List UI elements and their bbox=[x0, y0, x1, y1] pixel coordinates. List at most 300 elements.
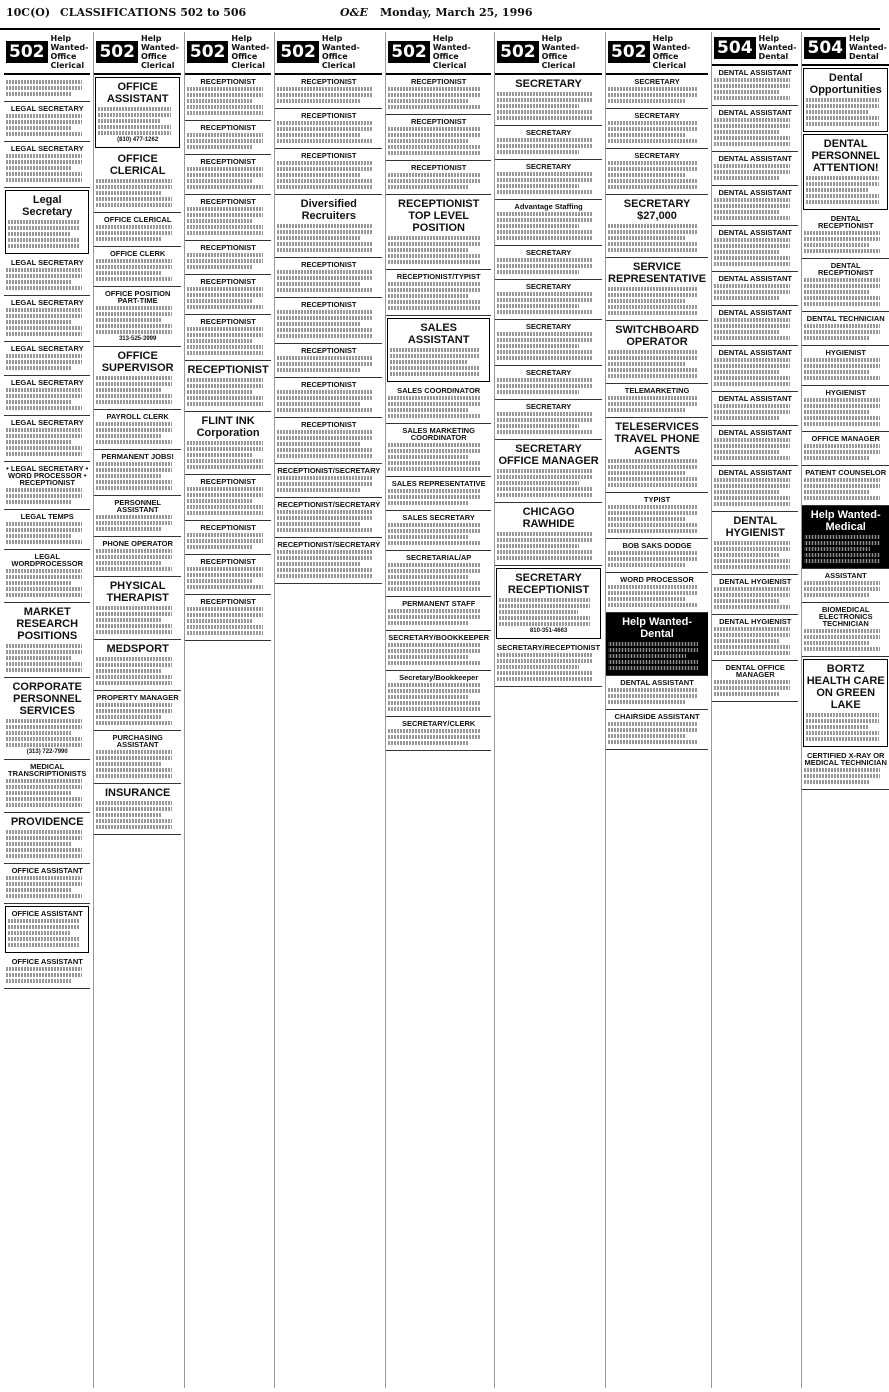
ad-title: PAYROLL CLERK bbox=[106, 412, 169, 421]
ad-body-text bbox=[497, 390, 579, 394]
classified-ad bbox=[802, 432, 888, 466]
ad-body-text bbox=[6, 132, 82, 136]
ad-body-text bbox=[187, 339, 253, 343]
ad-body-text bbox=[96, 259, 172, 263]
classified-ad bbox=[802, 749, 888, 790]
ad-body-text bbox=[497, 338, 592, 342]
classified-ad bbox=[495, 160, 602, 200]
ad-body-text bbox=[8, 232, 71, 236]
ad-body-text bbox=[96, 750, 172, 754]
ad-body-text bbox=[277, 390, 372, 394]
ad-phone: (810) 477-1262 bbox=[117, 137, 159, 143]
ad-body-text bbox=[714, 599, 780, 603]
ad-body-text bbox=[388, 455, 469, 459]
ad-body-text bbox=[608, 299, 686, 303]
ad-title: SECRETARY $27,000 bbox=[623, 198, 691, 222]
classified-ad bbox=[94, 577, 180, 640]
ad-body-text bbox=[497, 92, 592, 96]
ad-body-text bbox=[388, 581, 481, 585]
ad-title: RECEPTIONIST bbox=[200, 77, 256, 86]
ad-body-text bbox=[187, 441, 263, 445]
ad-body-text bbox=[608, 563, 686, 567]
ad-title: DENTAL TECHNICIAN bbox=[806, 314, 885, 323]
ad-body-text bbox=[714, 96, 790, 100]
ad-body-text bbox=[608, 396, 698, 400]
ad-title: TELEMARKETING bbox=[624, 386, 690, 395]
ad-body-text bbox=[6, 354, 82, 358]
classified-ad bbox=[802, 386, 888, 432]
ad-body-text bbox=[608, 374, 698, 378]
ad-title: DENTAL HYGIENIST bbox=[719, 617, 792, 626]
classified-ad bbox=[5, 906, 89, 953]
ad-body-text bbox=[96, 567, 172, 571]
classified-ad bbox=[386, 511, 491, 551]
ad-title: SWITCHBOARD OPERATOR bbox=[615, 324, 699, 348]
ad-title: LEGAL SECRETARY bbox=[10, 104, 84, 113]
ad-title: DENTAL ASSISTANT bbox=[718, 108, 792, 117]
ad-body-text bbox=[608, 688, 698, 692]
ad-title: Help Wanted-Dental bbox=[622, 616, 692, 640]
ad-title: LEGAL SECRETARY bbox=[10, 344, 84, 353]
ad-body-text bbox=[714, 256, 790, 260]
ad-body-text bbox=[6, 500, 72, 504]
classified-ad bbox=[495, 320, 602, 366]
ad-body-text bbox=[608, 350, 698, 354]
ad-body-text bbox=[714, 216, 790, 220]
ad-body-text bbox=[6, 644, 82, 648]
ad-body-text bbox=[608, 648, 698, 652]
ad-body-text bbox=[714, 318, 790, 322]
ad-body-text bbox=[388, 707, 481, 711]
ad-body-text bbox=[6, 743, 82, 747]
ad-title: LEGAL SECRETARY bbox=[10, 258, 84, 267]
ad-body-text bbox=[497, 310, 592, 314]
ad-title: DENTAL OFFICE MANAGER bbox=[725, 663, 785, 679]
ad-body-text bbox=[388, 643, 481, 647]
ad-body-text bbox=[497, 98, 592, 102]
ad-body-text bbox=[277, 127, 372, 131]
ad-body-text bbox=[608, 287, 698, 291]
ad-body-text bbox=[608, 368, 698, 372]
ad-body-text bbox=[497, 424, 579, 428]
ad-body-text bbox=[6, 797, 82, 801]
ad-body-text bbox=[388, 569, 481, 573]
classified-ad bbox=[386, 75, 491, 115]
ad-body-text bbox=[98, 107, 170, 111]
section-label: Help Wanted- Office Clerical bbox=[321, 34, 360, 70]
ad-body-text bbox=[714, 142, 790, 146]
ad-body-text bbox=[497, 487, 592, 491]
classified-ad bbox=[185, 315, 271, 361]
ad-body-text bbox=[497, 475, 592, 479]
ad-body-text bbox=[388, 300, 481, 304]
ad-body-text bbox=[388, 105, 481, 109]
ad-body-text bbox=[497, 110, 592, 114]
ad-body-text bbox=[499, 610, 578, 614]
ad-body-text bbox=[277, 430, 372, 434]
ad-body-text bbox=[714, 130, 780, 134]
ad-title: DENTAL ASSISTANT bbox=[718, 154, 792, 163]
classified-ad bbox=[4, 342, 90, 376]
classified-ad bbox=[95, 77, 179, 148]
ad-body-text bbox=[497, 230, 592, 234]
ad-body-text bbox=[804, 768, 880, 772]
section-heading bbox=[495, 32, 602, 75]
ad-body-text bbox=[497, 298, 592, 302]
ad-body-text bbox=[388, 529, 481, 533]
ad-body-text bbox=[6, 120, 82, 124]
ad-body-text bbox=[6, 854, 82, 858]
ad-body-text bbox=[608, 93, 698, 97]
ad-body-text bbox=[804, 541, 880, 545]
classified-ad bbox=[94, 410, 180, 450]
ad-body-text bbox=[96, 527, 162, 531]
classified-ad bbox=[606, 149, 708, 195]
ad-body-text bbox=[96, 271, 162, 275]
classified-ad bbox=[606, 75, 708, 109]
ad-body-text bbox=[6, 737, 82, 741]
ad-body-text bbox=[6, 86, 82, 90]
ad-body-text bbox=[96, 681, 172, 685]
classified-ad bbox=[275, 298, 382, 344]
ad-body-text bbox=[714, 170, 790, 174]
ad-title: PERMANENT JOBS! bbox=[101, 452, 174, 461]
ad-body-text bbox=[96, 549, 172, 553]
ad-body-text bbox=[497, 671, 592, 675]
classified-ad bbox=[495, 641, 602, 687]
ad-body-text bbox=[388, 151, 481, 155]
ad-body-text bbox=[388, 523, 481, 527]
ad-body-text bbox=[806, 116, 878, 120]
ad-body-text bbox=[96, 669, 162, 673]
ad-body-text bbox=[497, 304, 579, 308]
ad-body-text bbox=[187, 390, 253, 394]
ad-title: RECEPTIONIST bbox=[200, 597, 256, 606]
ad-body-text bbox=[804, 629, 880, 633]
ad-body-text bbox=[388, 242, 481, 246]
classified-ad bbox=[803, 659, 887, 747]
ad-body-text bbox=[497, 532, 592, 536]
ad-title: RECEPTIONIST bbox=[200, 197, 256, 206]
ad-body-text bbox=[277, 270, 372, 274]
ad-body-text bbox=[6, 332, 82, 336]
ad-body-text bbox=[187, 299, 253, 303]
ad-body-text bbox=[497, 116, 592, 120]
section-heading bbox=[185, 32, 271, 75]
ad-title: Advantage Staffing bbox=[514, 202, 583, 211]
ad-body-text bbox=[497, 493, 592, 497]
ad-title: WORD PROCESSOR bbox=[620, 575, 694, 584]
ad-body-text bbox=[96, 618, 162, 622]
ad-body-text bbox=[96, 555, 172, 559]
classified-ad bbox=[386, 384, 491, 424]
ad-body-text bbox=[277, 173, 359, 177]
ad-body-text bbox=[608, 511, 698, 515]
ad-body-text bbox=[277, 488, 359, 492]
ad-body-text bbox=[277, 276, 372, 280]
ad-body-text bbox=[98, 113, 170, 117]
classified-ad bbox=[606, 573, 708, 613]
classified-ad bbox=[712, 392, 798, 426]
ad-body-text bbox=[714, 376, 790, 380]
ad-title: SECRETARY bbox=[634, 111, 680, 120]
ad-body-text bbox=[6, 662, 82, 666]
ad-title: SERVICE REPRESENTATIVE bbox=[608, 261, 707, 285]
section-heading bbox=[712, 32, 798, 66]
newspaper-name: O&E bbox=[340, 6, 368, 19]
ad-body-text bbox=[497, 481, 579, 485]
ad-body-text bbox=[96, 515, 172, 519]
ad-body-text bbox=[6, 522, 82, 526]
ad-body-text bbox=[96, 265, 172, 269]
ad-title: OFFICE CLERICAL bbox=[109, 153, 166, 177]
classified-ad bbox=[275, 418, 382, 464]
ad-body-text bbox=[804, 456, 870, 460]
ad-title: RECEPTIONIST bbox=[200, 523, 256, 532]
ad-body-text bbox=[714, 490, 780, 494]
ad-body-text bbox=[187, 305, 263, 309]
ad-body-text bbox=[277, 248, 372, 252]
ad-body-text bbox=[804, 422, 880, 426]
ad-body-text bbox=[98, 131, 170, 135]
ad-body-text bbox=[608, 517, 686, 521]
classified-ad bbox=[5, 190, 89, 254]
section-heading bbox=[4, 32, 90, 75]
ad-body-text bbox=[96, 819, 172, 823]
ad-body-text bbox=[608, 236, 686, 240]
ad-body-text bbox=[388, 294, 469, 298]
ad-body-text bbox=[277, 562, 359, 566]
ad-body-text bbox=[6, 488, 82, 492]
ad-title: RECEPTIONIST bbox=[301, 346, 357, 355]
ad-body-text bbox=[388, 501, 469, 505]
classified-ad bbox=[802, 569, 888, 603]
classified-ad bbox=[4, 102, 90, 142]
ad-title: RECEPTIONIST bbox=[410, 117, 467, 126]
classified-ad bbox=[606, 710, 708, 750]
ad-body-text bbox=[277, 328, 372, 332]
ad-body-text bbox=[187, 607, 263, 611]
ad-body-text bbox=[277, 167, 372, 171]
ad-body-text bbox=[497, 190, 592, 194]
section-label: Help Wanted- Office Clerical bbox=[432, 34, 471, 70]
classified-ad bbox=[386, 477, 491, 511]
ad-body-text bbox=[608, 523, 698, 527]
classified-ad bbox=[495, 200, 602, 246]
ad-body-text bbox=[388, 489, 481, 493]
ad-body-text bbox=[187, 567, 263, 571]
ad-body-text bbox=[6, 876, 82, 880]
ad-body-text bbox=[497, 378, 592, 382]
ad-body-text bbox=[187, 265, 253, 269]
ad-title: PURCHASING ASSISTANT bbox=[112, 733, 163, 749]
ad-body-text bbox=[388, 173, 481, 177]
ad-body-text bbox=[714, 164, 790, 168]
ad-title: RECEPTIONIST bbox=[200, 277, 256, 286]
ad-body-text bbox=[96, 434, 162, 438]
ad-body-text bbox=[497, 236, 592, 240]
ad-title: SECRETARY bbox=[525, 368, 572, 377]
ad-body-text bbox=[608, 654, 686, 658]
ad-body-text bbox=[497, 184, 579, 188]
ad-body-text bbox=[96, 428, 172, 432]
ad-body-text bbox=[96, 774, 172, 778]
ad-body-text bbox=[187, 111, 263, 115]
ad-body-text bbox=[187, 573, 263, 577]
ad-body-text bbox=[608, 734, 686, 738]
classified-column bbox=[494, 32, 602, 1388]
ad-body-text bbox=[608, 722, 698, 726]
ad-body-text bbox=[96, 318, 162, 322]
ad-body-text bbox=[277, 396, 372, 400]
ad-body-text bbox=[277, 242, 372, 246]
ad-body-text bbox=[608, 248, 698, 252]
issue-date: Monday, March 25, 1996 bbox=[380, 6, 533, 19]
ad-body-text bbox=[277, 99, 359, 103]
ad-body-text bbox=[96, 388, 162, 392]
ad-body-text bbox=[497, 556, 592, 560]
ad-body-text bbox=[277, 224, 372, 228]
ad-body-text bbox=[497, 430, 592, 434]
ad-title: SECRETARY bbox=[525, 402, 572, 411]
ad-body-text bbox=[388, 535, 469, 539]
classified-ad bbox=[4, 510, 90, 550]
classified-ad bbox=[275, 378, 382, 418]
ad-title: DENTAL ASSISTANT bbox=[718, 188, 792, 197]
ad-title: MEDSPORT bbox=[106, 643, 169, 655]
ad-body-text bbox=[714, 204, 790, 208]
section-label: Help Wanted- Office Clerical bbox=[140, 34, 179, 70]
ad-body-text bbox=[6, 888, 72, 892]
ad-title: MARKET RESEARCH POSITIONS bbox=[16, 606, 79, 642]
section-heading bbox=[802, 32, 888, 66]
ad-body-text bbox=[277, 482, 372, 486]
ad-body-text bbox=[390, 348, 479, 352]
ad-body-text bbox=[6, 540, 82, 544]
ad-body-text bbox=[804, 231, 880, 235]
ad-title: LEGAL WORDPROCESSOR bbox=[11, 552, 84, 568]
ad-body-text bbox=[96, 306, 172, 310]
ad-title: SECRETARY bbox=[525, 282, 572, 291]
ad-body-text bbox=[6, 842, 72, 846]
ad-body-text bbox=[806, 719, 878, 723]
ad-body-text bbox=[6, 440, 72, 444]
ad-body-text bbox=[277, 408, 372, 412]
ad-title: HYGIENIST bbox=[825, 388, 866, 397]
classified-ad bbox=[94, 784, 180, 835]
ad-body-text bbox=[187, 145, 253, 149]
ad-body-text bbox=[714, 296, 780, 300]
ad-body-text bbox=[806, 194, 878, 198]
ad-body-text bbox=[277, 528, 372, 532]
ad-body-text bbox=[6, 400, 72, 404]
ad-body-text bbox=[6, 92, 72, 96]
ad-body-text bbox=[497, 270, 579, 274]
ad-title: BOB SAKS DODGE bbox=[622, 541, 692, 550]
ad-body-text bbox=[187, 99, 253, 103]
ad-title: LEGAL SECRETARY bbox=[10, 378, 84, 387]
ad-title: OFFICE POSITION PART-TIME bbox=[104, 289, 171, 305]
ad-body-text bbox=[277, 568, 372, 572]
classified-ad bbox=[386, 671, 491, 717]
classified-ad bbox=[712, 306, 798, 346]
ad-body-text bbox=[804, 358, 880, 362]
ad-body-text bbox=[187, 231, 263, 235]
ad-body-text bbox=[714, 118, 790, 122]
ad-body-text bbox=[806, 731, 878, 735]
ad-title: SALES COORDINATOR bbox=[397, 386, 481, 395]
ad-title: PATIENT COUNSELOR bbox=[805, 468, 887, 477]
ad-body-text bbox=[388, 396, 481, 400]
ad-title: RECEPTIONIST bbox=[200, 317, 256, 326]
ad-body-text bbox=[96, 225, 172, 229]
classified-ad bbox=[185, 275, 271, 315]
classified-ad bbox=[4, 864, 90, 904]
ad-body-text bbox=[806, 182, 878, 186]
ad-body-text bbox=[804, 647, 880, 651]
ad-body-text bbox=[804, 290, 870, 294]
ad-body-text bbox=[277, 448, 372, 452]
ad-body-text bbox=[714, 593, 790, 597]
ad-body-text bbox=[497, 356, 592, 360]
ad-body-text bbox=[608, 483, 698, 487]
ad-body-text bbox=[714, 84, 790, 88]
ad-body-text bbox=[96, 394, 172, 398]
classified-ad bbox=[4, 760, 90, 813]
ad-body-text bbox=[804, 410, 870, 414]
ad-body-text bbox=[277, 356, 372, 360]
ad-body-text bbox=[608, 87, 698, 91]
ad-body-text bbox=[277, 316, 372, 320]
ad-body-text bbox=[187, 585, 263, 589]
ad-body-text bbox=[8, 931, 71, 935]
classified-ad bbox=[4, 678, 90, 760]
ad-body-text bbox=[96, 179, 172, 183]
ad-body-text bbox=[804, 237, 880, 241]
ad-body-text bbox=[804, 444, 880, 448]
ad-body-text bbox=[804, 641, 870, 645]
ad-title: Help Wanted- Medical bbox=[810, 509, 881, 533]
ad-title: PROPERTY MANAGER bbox=[96, 693, 179, 702]
ad-body-text bbox=[804, 535, 880, 539]
ad-body-text bbox=[714, 370, 780, 374]
ad-body-text bbox=[187, 625, 263, 629]
ad-title: OFFICE ASSISTANT bbox=[11, 909, 83, 918]
section-title: CLASSIFICATIONS 502 to 506 bbox=[60, 6, 247, 19]
ad-body-text bbox=[497, 212, 592, 216]
ad-body-text bbox=[187, 505, 263, 509]
ad-title: PHYSICAL THERAPIST bbox=[106, 580, 169, 604]
ad-body-text bbox=[714, 496, 790, 500]
ad-body-text bbox=[806, 200, 878, 204]
ad-body-text bbox=[8, 937, 80, 941]
ad-title: RECEPTIONIST/SECRETARY bbox=[277, 500, 381, 509]
ad-body-text bbox=[388, 288, 481, 292]
ad-body-text bbox=[804, 559, 880, 563]
ad-body-text bbox=[714, 198, 790, 202]
ad-body-text bbox=[6, 973, 82, 977]
ad-body-text bbox=[804, 324, 880, 328]
ad-body-text bbox=[187, 533, 263, 537]
ad-body-text bbox=[806, 713, 878, 717]
ad-body-text bbox=[96, 468, 172, 472]
ad-body-text bbox=[714, 438, 790, 442]
ad-body-text bbox=[497, 418, 592, 422]
ad-body-text bbox=[6, 830, 82, 834]
ad-body-text bbox=[714, 262, 790, 266]
ad-body-text bbox=[6, 178, 82, 182]
ad-title: TYPIST bbox=[643, 495, 671, 504]
